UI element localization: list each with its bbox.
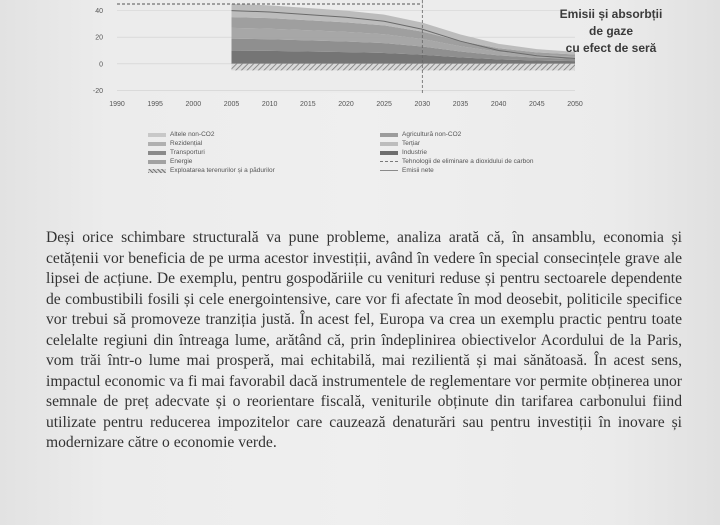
legend-item	[380, 130, 534, 139]
x-tick-label: 2025	[376, 101, 392, 108]
x-tick-label: 2040	[490, 101, 507, 108]
y-tick-label: 20	[95, 34, 103, 42]
area-series-land-use	[232, 64, 576, 71]
legend-swatch	[380, 161, 398, 162]
chart-title-line: Emisii și absorbții	[559, 7, 663, 21]
x-tick-label: 2050	[567, 101, 583, 108]
chart-title-line: cu efect de seră	[565, 41, 657, 55]
legend-label: Emisii nete	[402, 167, 434, 174]
chart-title	[546, 6, 676, 57]
emissions-chart	[0, 0, 720, 200]
legend-item	[148, 166, 275, 175]
body-text	[46, 228, 682, 454]
chart-legend	[148, 130, 588, 184]
y-tick-label: -20	[92, 87, 103, 95]
legend-label: Tehnologii de eliminare a dioxidului de carbon	[402, 158, 534, 165]
x-tick-label: 2030	[414, 101, 431, 108]
legend-label: Altele non-CO2	[170, 131, 215, 138]
legend-item	[380, 166, 534, 175]
legend-item	[380, 157, 534, 166]
y-tick-label: 0	[99, 61, 103, 69]
legend-item	[148, 139, 275, 148]
legend-label: Industrie	[402, 149, 427, 156]
x-tick-label: 2010	[261, 101, 278, 108]
legend-item	[380, 139, 534, 148]
legend-label: Agricultură non-CO2	[402, 131, 462, 138]
legend-swatch	[380, 133, 398, 137]
legend-label: Energie	[170, 158, 193, 165]
legend-label: Exploatarea terenurilor și a pădurilor	[170, 167, 275, 174]
chart-title-line: de gaze	[588, 24, 633, 38]
x-tick-label: 2000	[185, 101, 202, 108]
legend-swatch	[148, 151, 166, 155]
y-tick-label: 40	[95, 8, 103, 16]
legend-swatch	[380, 170, 398, 171]
legend-swatch	[148, 160, 166, 164]
legend-label: Terțiar	[402, 140, 421, 147]
body-paragraph: Deși orice schimbare structurală va pune probleme, analiza arată că, în ansamblu, economia și cetățenii vor beneficia de pe urma acestor investiții, având în vedere în special consecințele grave ale lipsei de acțiune. De exemplu, pentru gospodăriile cu venituri reduse și pentru sectoarele dependente de combustibili fosili și cele energointensive, care vor fi afectate în mod deosebit, politicile specifice vor trebui să promoveze tranziția justă. În acest fel, Europa va crea un exemplu practic pentru toate celelalte regiuni din întreaga lume, arătând că, prin îndeplinirea obiectivelor Acordului de la Paris, vom trăi într-o lume mai prosperă, mai echitabilă, mai rezilientă și mai sănătoasă. În acest sens, impactul economic va fi mai favorabil dacă instrumentele de reglementare vor permite obținerea unor semnale de preț adecvate și o reorientare fiscală, veniturile obținute din tarifarea carbonului fiind utilizate pentru reducerea impozitelor care cauzează denaturări sau pentru investiții în inovare și modernizare către o economie verde.	[46, 229, 682, 451]
legend-item	[148, 130, 275, 139]
legend-swatch	[380, 142, 398, 146]
legend-column-left	[148, 130, 275, 175]
legend-item	[148, 148, 275, 157]
legend-swatch	[380, 151, 398, 155]
legend-column-right	[380, 130, 534, 175]
legend-item	[380, 148, 534, 157]
legend-label: Transporturi	[170, 149, 205, 156]
x-tick-label: 2005	[223, 101, 240, 108]
x-tick-label: 2035	[452, 101, 469, 108]
x-tick-label: 2015	[300, 101, 316, 108]
legend-item	[148, 157, 275, 166]
legend-swatch	[148, 133, 166, 137]
x-tick-label: 1990	[109, 101, 125, 108]
legend-swatch	[148, 169, 166, 173]
legend-label: Rezidențial	[170, 140, 203, 147]
x-tick-label: 2045	[529, 101, 545, 108]
x-tick-label: 1995	[147, 101, 163, 108]
x-tick-label: 2020	[338, 101, 354, 108]
legend-swatch	[148, 142, 166, 146]
